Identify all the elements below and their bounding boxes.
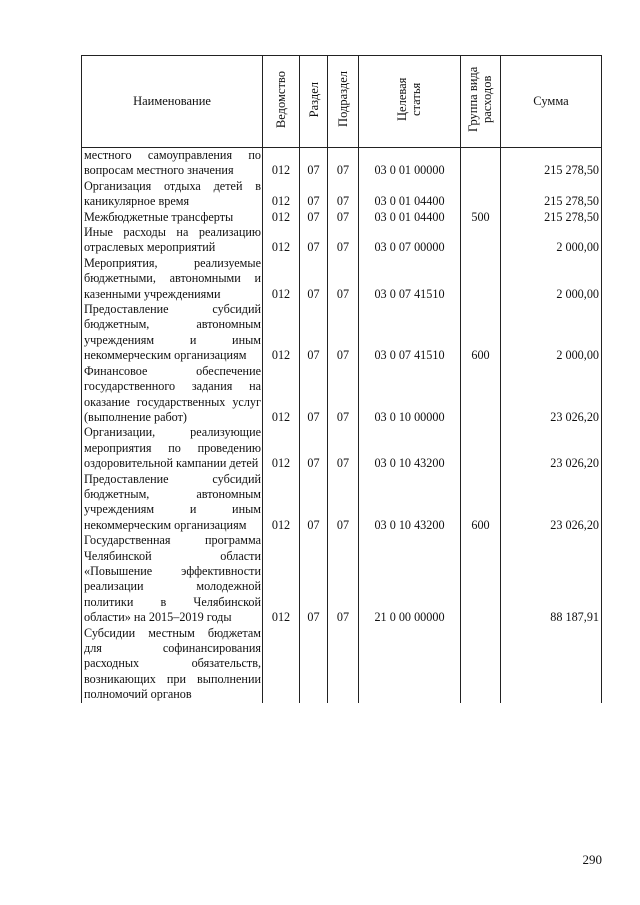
cell-razdel: 07 (300, 472, 328, 534)
cell-podrazdel: 07 (328, 302, 359, 364)
cell-vedomstvo: 012 (263, 148, 300, 179)
cell-vedomstvo: 012 (263, 179, 300, 210)
table-row (82, 533, 602, 625)
cell-summa: 23 026,20 (501, 472, 602, 534)
cell-gruppa (461, 364, 501, 426)
cell-gruppa (461, 425, 501, 471)
cell-gruppa (461, 225, 501, 256)
cell-summa: 2 000,00 (501, 302, 602, 364)
cell-celevaya: 03 0 01 00000 (359, 148, 461, 179)
cell-razdel: 07 (300, 425, 328, 471)
cell-name: Предоставление субсидий бюджетным, автономным учреждениям и иным некоммерческим организациям (82, 472, 263, 534)
cell-celevaya: 03 0 10 43200 (359, 472, 461, 534)
cell-podrazdel (328, 626, 359, 703)
cell-vedomstvo: 012 (263, 302, 300, 364)
table-row (82, 364, 602, 426)
cell-name: Организации, реализующие мероприятия по проведению оздоровительной кампании детей (82, 425, 263, 471)
header-razdel (300, 56, 328, 148)
table-row (82, 210, 602, 225)
cell-vedomstvo: 012 (263, 210, 300, 225)
cell-name: Межбюджетные трансферты (82, 210, 263, 225)
header-vedomstvo-label: Ведомство (274, 70, 288, 128)
header-podrazdel-label: Подраздел (336, 71, 350, 128)
table-row (82, 256, 602, 302)
cell-gruppa (461, 256, 501, 302)
cell-razdel: 07 (300, 533, 328, 625)
header-name: Наименование (82, 56, 263, 148)
table-body (82, 148, 602, 703)
table-row (82, 472, 602, 534)
cell-name: Государственная программа Челябинской области «Повышение эффективности реализации молодежной политики в Челябинской области» на 2015–2019 годы (82, 533, 263, 625)
cell-summa: 23 026,20 (501, 364, 602, 426)
header-celevaya-label: Целевая статья (394, 77, 423, 121)
table-row (82, 148, 602, 179)
cell-podrazdel: 07 (328, 179, 359, 210)
cell-razdel (300, 626, 328, 703)
cell-gruppa: 500 (461, 210, 501, 225)
cell-razdel: 07 (300, 179, 328, 210)
cell-podrazdel: 07 (328, 256, 359, 302)
cell-summa: 88 187,91 (501, 533, 602, 625)
cell-name: Финансовое обеспечение государственного задания на оказание государственных услуг (выполнение работ) (82, 364, 263, 426)
cell-summa: 2 000,00 (501, 225, 602, 256)
cell-celevaya: 03 0 10 43200 (359, 425, 461, 471)
cell-celevaya (359, 626, 461, 703)
cell-podrazdel: 07 (328, 210, 359, 225)
cell-celevaya: 03 0 07 41510 (359, 302, 461, 364)
cell-name: Субсидии местным бюджетам для софинансирования расходных обязательств, возникающих при выполнении полномочий органов (82, 626, 263, 703)
cell-gruppa (461, 179, 501, 210)
cell-name: Предоставление субсидий бюджетным, автономным учреждениям и иным некоммерческим организациям (82, 302, 263, 364)
cell-gruppa (461, 626, 501, 703)
cell-podrazdel: 07 (328, 364, 359, 426)
cell-celevaya: 21 0 00 00000 (359, 533, 461, 625)
cell-gruppa: 600 (461, 472, 501, 534)
cell-gruppa (461, 533, 501, 625)
cell-summa: 215 278,50 (501, 210, 602, 225)
cell-podrazdel: 07 (328, 425, 359, 471)
cell-summa: 2 000,00 (501, 256, 602, 302)
cell-podrazdel: 07 (328, 148, 359, 179)
cell-podrazdel: 07 (328, 533, 359, 625)
table-row (82, 179, 602, 210)
cell-celevaya: 03 0 01 04400 (359, 179, 461, 210)
header-gruppa-label: Группа вида расходов (465, 66, 494, 132)
table-row (82, 302, 602, 364)
cell-razdel: 07 (300, 148, 328, 179)
cell-name: местного самоуправления по вопросам местного значения (82, 148, 263, 179)
cell-gruppa (461, 148, 501, 179)
table-row (82, 425, 602, 471)
cell-podrazdel: 07 (328, 472, 359, 534)
page-number: 290 (582, 852, 602, 867)
cell-vedomstvo: 012 (263, 533, 300, 625)
cell-razdel: 07 (300, 210, 328, 225)
cell-name: Мероприятия, реализуемые бюджетными, автономными и казенными учреждениями (82, 256, 263, 302)
cell-vedomstvo: 012 (263, 472, 300, 534)
cell-summa (501, 626, 602, 703)
cell-celevaya: 03 0 01 04400 (359, 210, 461, 225)
cell-podrazdel: 07 (328, 225, 359, 256)
table-row (82, 626, 602, 703)
header-summa: Сумма (501, 56, 602, 148)
cell-razdel: 07 (300, 256, 328, 302)
cell-gruppa: 600 (461, 302, 501, 364)
header-vedomstvo (263, 56, 300, 148)
cell-razdel: 07 (300, 364, 328, 426)
cell-name: Организация отдыха детей в каникулярное время (82, 179, 263, 210)
header-gruppa (461, 56, 501, 148)
header-razdel-label: Раздел (306, 81, 321, 117)
header-celevaya (359, 56, 461, 148)
cell-vedomstvo: 012 (263, 225, 300, 256)
cell-vedomstvo: 012 (263, 425, 300, 471)
cell-razdel: 07 (300, 302, 328, 364)
budget-table (81, 55, 602, 703)
cell-summa: 215 278,50 (501, 179, 602, 210)
cell-celevaya: 03 0 10 00000 (359, 364, 461, 426)
table-row (82, 225, 602, 256)
cell-vedomstvo: 012 (263, 364, 300, 426)
cell-celevaya: 03 0 07 00000 (359, 225, 461, 256)
table-header-row (82, 56, 602, 148)
cell-razdel: 07 (300, 225, 328, 256)
cell-vedomstvo (263, 626, 300, 703)
cell-summa: 23 026,20 (501, 425, 602, 471)
cell-vedomstvo: 012 (263, 256, 300, 302)
cell-name: Иные расходы на реализацию отраслевых мероприятий (82, 225, 263, 256)
header-podrazdel (328, 56, 359, 148)
cell-summa: 215 278,50 (501, 148, 602, 179)
cell-celevaya: 03 0 07 41510 (359, 256, 461, 302)
